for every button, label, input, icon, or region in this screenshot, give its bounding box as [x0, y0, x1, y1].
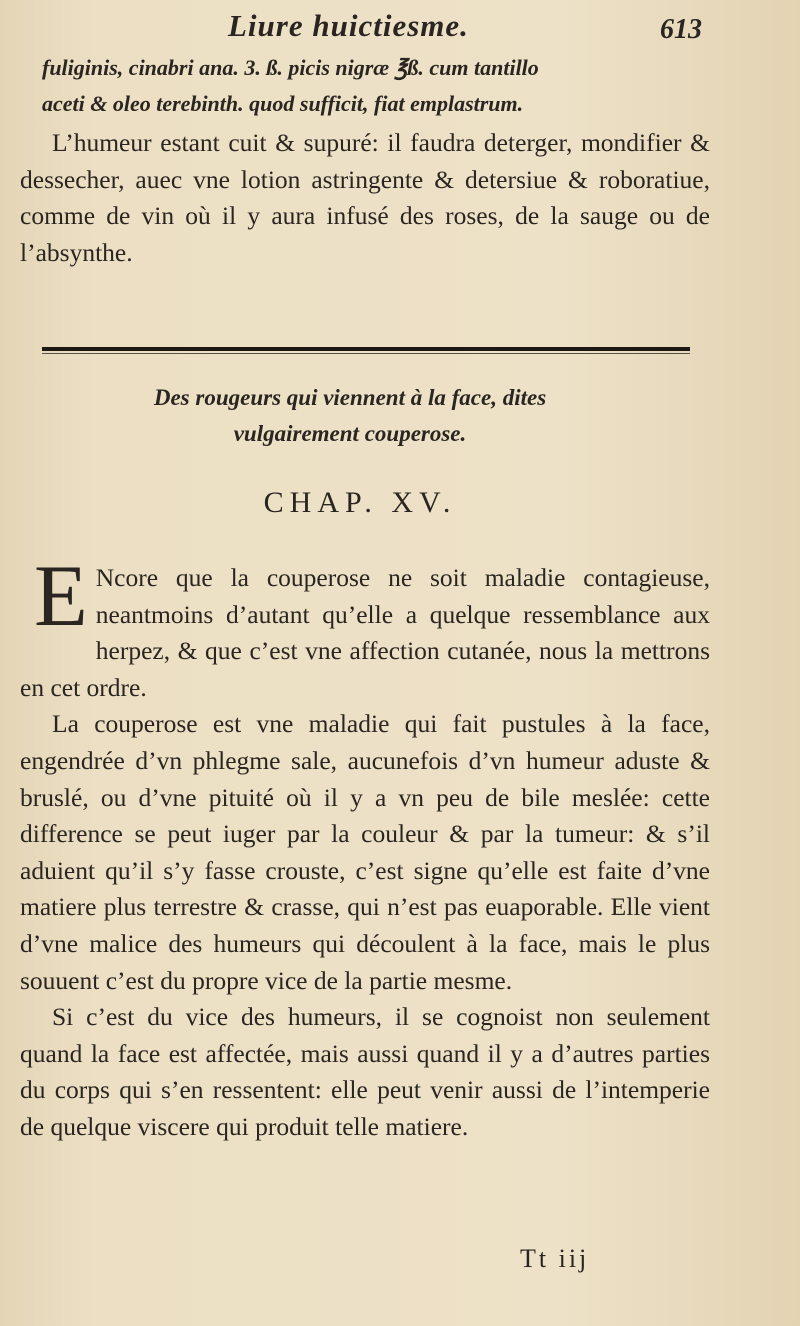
chapter-title-line-1: Des rougeurs qui viennent à la face, dites [153, 385, 547, 410]
chapter-body [20, 548, 710, 1146]
page-header [0, 8, 800, 48]
chapter-title [0, 380, 700, 452]
prescription-text [42, 50, 762, 122]
paragraph-2 [20, 548, 710, 706]
prescription-line-2: aceti & oleo terebinth. quod sufficit, fiat emplastrum. [42, 91, 524, 116]
chapter-title-line-2: vulgairement couperose. [233, 421, 467, 446]
section-rule-thin [42, 353, 690, 354]
running-head: Liure huictiesme. [228, 8, 469, 43]
paragraph-1 [20, 125, 710, 271]
paragraph-text: L’humeur estant cuit & supuré: il faudra deterger, mondifier & dessecher, auec vne lotion astringente & detersiue & roboratiue, comme de vin où il y aura infusé des roses, de la sauge ou de l’absynthe. [20, 128, 710, 267]
page-number: 613 [660, 14, 702, 45]
paragraph-2-text: Ncore que la couperose ne soit maladie contagieuse, neantmoins d’autant qu’elle a quelque ressemblance aux herpez, & que c’est vne affection cutanée, nous la mettrons en cet ordre. [20, 563, 710, 702]
chapter-number: CHAP. XV. [263, 486, 457, 519]
paragraph-3: La couperose est vne maladie qui fait pustules à la face, engendrée d’vn phlegme sale, aucunefois d’vn humeur aduste & bruslé, ou d’vne pituité où il y a vn peu de bile meslée: cette difference se peut iuger par la couleur & par la tumeur: & s’il aduient qu’il s’y fasse crouste, c’est signe qu’elle est faite d’vne matiere plus terrestre & crasse, qui n’est pas euaporable. Elle vient d’vne malice des humeurs qui découlent à la face, mais le plus souuent c’est du propre vice de la partie mesme. [20, 709, 710, 995]
paragraph-4: Si c’est du vice des humeurs, il se cognoist non seulement quand la face est affectée, mais aussi quand il y a d’autres parties du corps qui s’en ressentent: elle peut venir aussi de l’intemperie de quelque viscere qui produit telle matiere. [20, 1002, 710, 1141]
catchword: Tt iij [520, 1244, 590, 1273]
section-rule [42, 347, 690, 351]
prescription-line-1: fuliginis, cinabri ana. 3. ß. picis nigræ ℥ß. cum tantillo [42, 55, 539, 80]
drop-cap: E [34, 548, 88, 645]
